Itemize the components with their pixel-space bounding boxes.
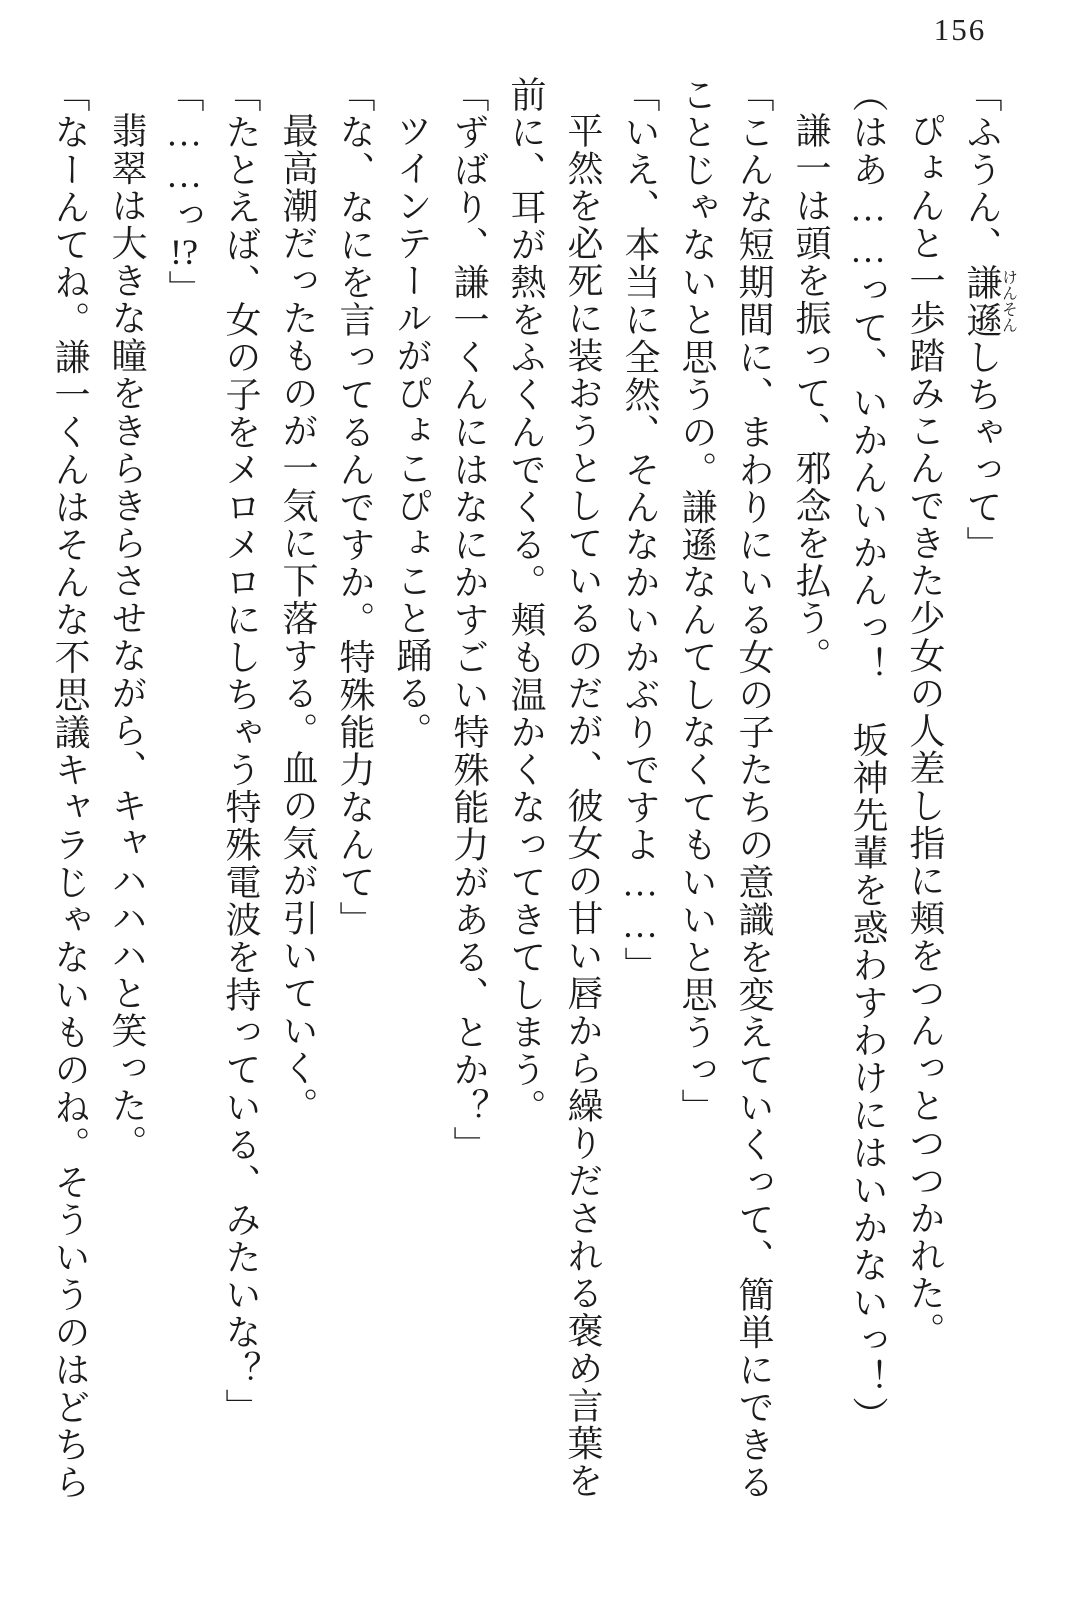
text-segment: 「いえ、本当に全然、そんなかいかぶりですよ……」 <box>620 76 660 984</box>
text-line <box>725 76 782 1588</box>
text-segment: ツインテールがぴょこぴょこと踊る。 <box>392 112 432 750</box>
text-segment: 「たとえば、女の子をメロメロにしちゃう特殊電波を持っている、みたいな？」 <box>221 76 261 1426</box>
ruby-annotated-word: 謙遜けんそん <box>962 263 1017 339</box>
text-segment: 前に、耳が熱をふくんでくる。頬も温かくなってきてしまう。 <box>506 76 546 1126</box>
text-segment: 」 <box>164 270 204 308</box>
text-segment: 翡翠は大きな瞳をきらきらさせながら、キャハハハと笑った。 <box>107 112 147 1162</box>
text-line <box>98 76 155 1588</box>
text-segment: （はあ……って、いかんいかんっ！ 坂神先輩を惑わすわけにはいかないっ！） <box>848 76 888 1434</box>
tate-chu-yoko-exclamation-question: !? <box>170 234 198 270</box>
text-segment: 「……っ <box>164 76 204 234</box>
text-segment: 「なーんてね。謙一くんはそんな不思議キャラじゃないものね。そういうのはどちら <box>50 76 90 1501</box>
text-line <box>896 76 953 1588</box>
text-line <box>212 76 269 1588</box>
text-segment: しちゃって」 <box>962 338 1002 564</box>
text-segment: 「な、なにを言ってるんですか。特殊能力なんて」 <box>335 76 375 939</box>
text-block <box>41 76 1016 1588</box>
text-segment: 「こんな短期間に、まわりにいる女の子たちの意識を変えていくって、簡単にできる <box>734 76 774 1501</box>
text-line <box>953 76 1016 1588</box>
text-line <box>440 76 497 1588</box>
text-segment: ぴょんと一歩踏みこんできた少女の人差し指に頬をつんっとつつかれた。 <box>905 112 945 1350</box>
text-segment: 謙一は頭を振って、邪念を払う。 <box>791 112 831 675</box>
text-line <box>155 76 212 1588</box>
text-line <box>554 76 611 1588</box>
text-segment: 最高潮だったものが一気に下落する。血の気が引いていく。 <box>278 112 318 1125</box>
text-line <box>383 76 440 1588</box>
text-line <box>668 76 725 1588</box>
text-line <box>497 76 554 1588</box>
text-line <box>269 76 326 1588</box>
text-line <box>839 76 896 1588</box>
text-segment: 「ふうん、 <box>962 76 1002 264</box>
text-segment: ことじゃないと思うの。謙遜なんてしなくてもいいと思うっ」 <box>677 76 717 1126</box>
text-segment: 平然を必死に装おうとしているのだが、彼女の甘い唇から繰りだされる褒め言葉を <box>563 112 603 1500</box>
text-line <box>782 76 839 1588</box>
text-line <box>326 76 383 1588</box>
text-segment: 「ずばり、謙一くんにはなにかすごい特殊能力がある、とか？」 <box>449 76 489 1164</box>
page-number: 156 <box>933 12 987 47</box>
text-line <box>611 76 668 1588</box>
text-line <box>41 76 98 1588</box>
